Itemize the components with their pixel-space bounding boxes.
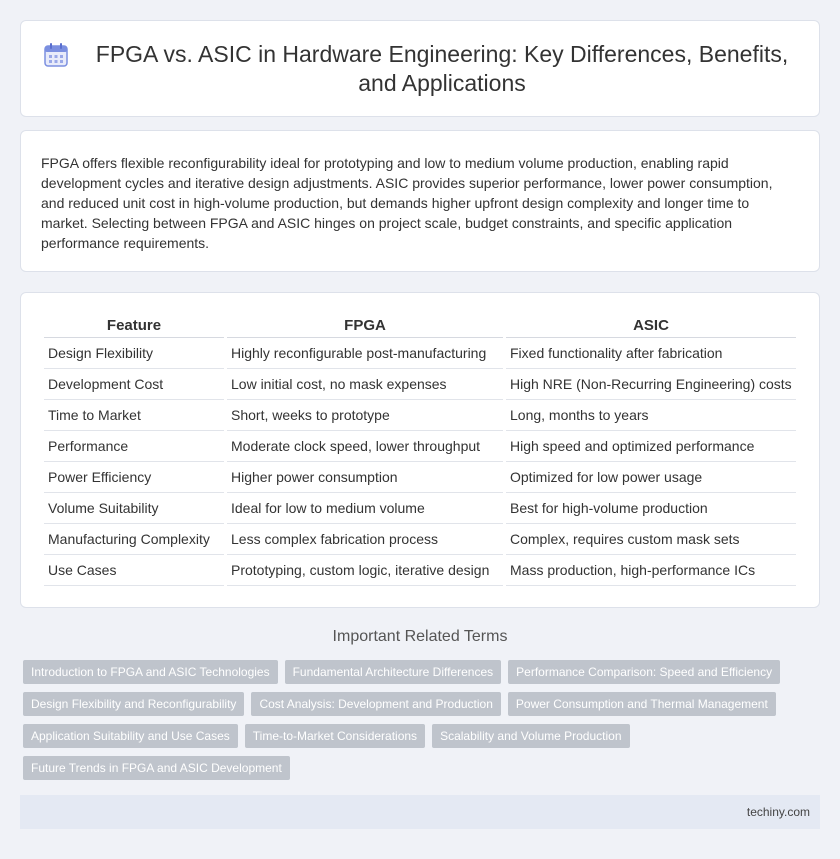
table-cell-fpga: Moderate clock speed, lower throughput	[227, 431, 503, 462]
column-header-feature: Feature	[44, 315, 224, 338]
table-cell-feature: Time to Market	[44, 400, 224, 431]
related-terms-title: Important Related Terms	[332, 628, 508, 645]
table-cell-feature: Volume Suitability	[44, 493, 224, 524]
table-cell-fpga: Highly reconfigurable post-manufacturing	[227, 338, 503, 369]
table-cell-asic: Long, months to years	[506, 400, 796, 431]
table-header-row	[44, 315, 796, 338]
table-cell-fpga: Short, weeks to prototype	[227, 400, 503, 431]
table-cell-fpga: Low initial cost, no mask expenses	[227, 369, 503, 400]
comparison-table-card	[20, 292, 820, 608]
table-row	[44, 400, 796, 431]
table-cell-feature: Design Flexibility	[44, 338, 224, 369]
header-card	[20, 20, 820, 117]
page-title: FPGA vs. ASIC in Hardware Engineering: Key Differences, Benefits, and Applications	[95, 40, 789, 96]
table-cell-feature: Power Efficiency	[44, 462, 224, 493]
table-cell-fpga: Prototyping, custom logic, iterative design	[227, 555, 503, 586]
related-term-tag[interactable]: Fundamental Architecture Differences	[285, 660, 502, 684]
table-cell-feature: Development Cost	[44, 369, 224, 400]
table-cell-asic: Best for high-volume production	[506, 493, 796, 524]
table-row	[44, 524, 796, 555]
table-row	[44, 462, 796, 493]
comparison-table	[41, 315, 799, 586]
related-term-tag[interactable]: Time-to-Market Considerations	[245, 724, 425, 748]
table-cell-asic: Mass production, high-performance ICs	[506, 555, 796, 586]
table-cell-fpga: Ideal for low to medium volume	[227, 493, 503, 524]
column-header-asic: ASIC	[506, 315, 796, 338]
related-term-tag[interactable]: Cost Analysis: Development and Production	[251, 692, 500, 716]
table-row	[44, 338, 796, 369]
table-row	[44, 493, 796, 524]
table-cell-feature: Use Cases	[44, 555, 224, 586]
table-row	[44, 431, 796, 462]
table-cell-asic: Complex, requires custom mask sets	[506, 524, 796, 555]
intro-card	[20, 130, 820, 272]
table-cell-fpga: Less complex fabrication process	[227, 524, 503, 555]
table-row	[44, 555, 796, 586]
table-cell-feature: Performance	[44, 431, 224, 462]
table-cell-asic: Fixed functionality after fabrication	[506, 338, 796, 369]
table-row	[44, 369, 796, 400]
footer-site-link[interactable]: techiny.com	[746, 805, 810, 819]
related-term-tag[interactable]: Future Trends in FPGA and ASIC Development	[23, 756, 290, 780]
intro-text: FPGA offers flexible reconfigurability ideal for prototyping and low to medium volume production, enabling rapid development cycles and iterative design adjustments. ASIC provides superior performance, lower power consumption, and reduced unit cost in high-volume production, but demands higher upfront design complexity and longer time to market. Selecting between FPGA and ASIC hinges on project scale, budget constraints, and specific application performance requirements.	[41, 155, 773, 251]
related-term-tag[interactable]: Performance Comparison: Speed and Efficiency	[508, 660, 780, 684]
related-term-tag[interactable]: Application Suitability and Use Cases	[23, 724, 238, 748]
table-cell-fpga: Higher power consumption	[227, 462, 503, 493]
calendar-icon	[41, 40, 71, 70]
related-term-tag[interactable]: Scalability and Volume Production	[432, 724, 629, 748]
related-term-tag[interactable]: Power Consumption and Thermal Management	[508, 692, 776, 716]
related-term-tag[interactable]: Design Flexibility and Reconfigurability	[23, 692, 244, 716]
table-cell-feature: Manufacturing Complexity	[44, 524, 224, 555]
footer	[20, 795, 820, 829]
column-header-fpga: FPGA	[227, 315, 503, 338]
related-term-tag[interactable]: Introduction to FPGA and ASIC Technologies	[23, 660, 278, 684]
table-cell-asic: High speed and optimized performance	[506, 431, 796, 462]
related-terms-tags	[23, 660, 813, 780]
table-cell-asic: High NRE (Non-Recurring Engineering) costs	[506, 369, 796, 400]
table-cell-asic: Optimized for low power usage	[506, 462, 796, 493]
